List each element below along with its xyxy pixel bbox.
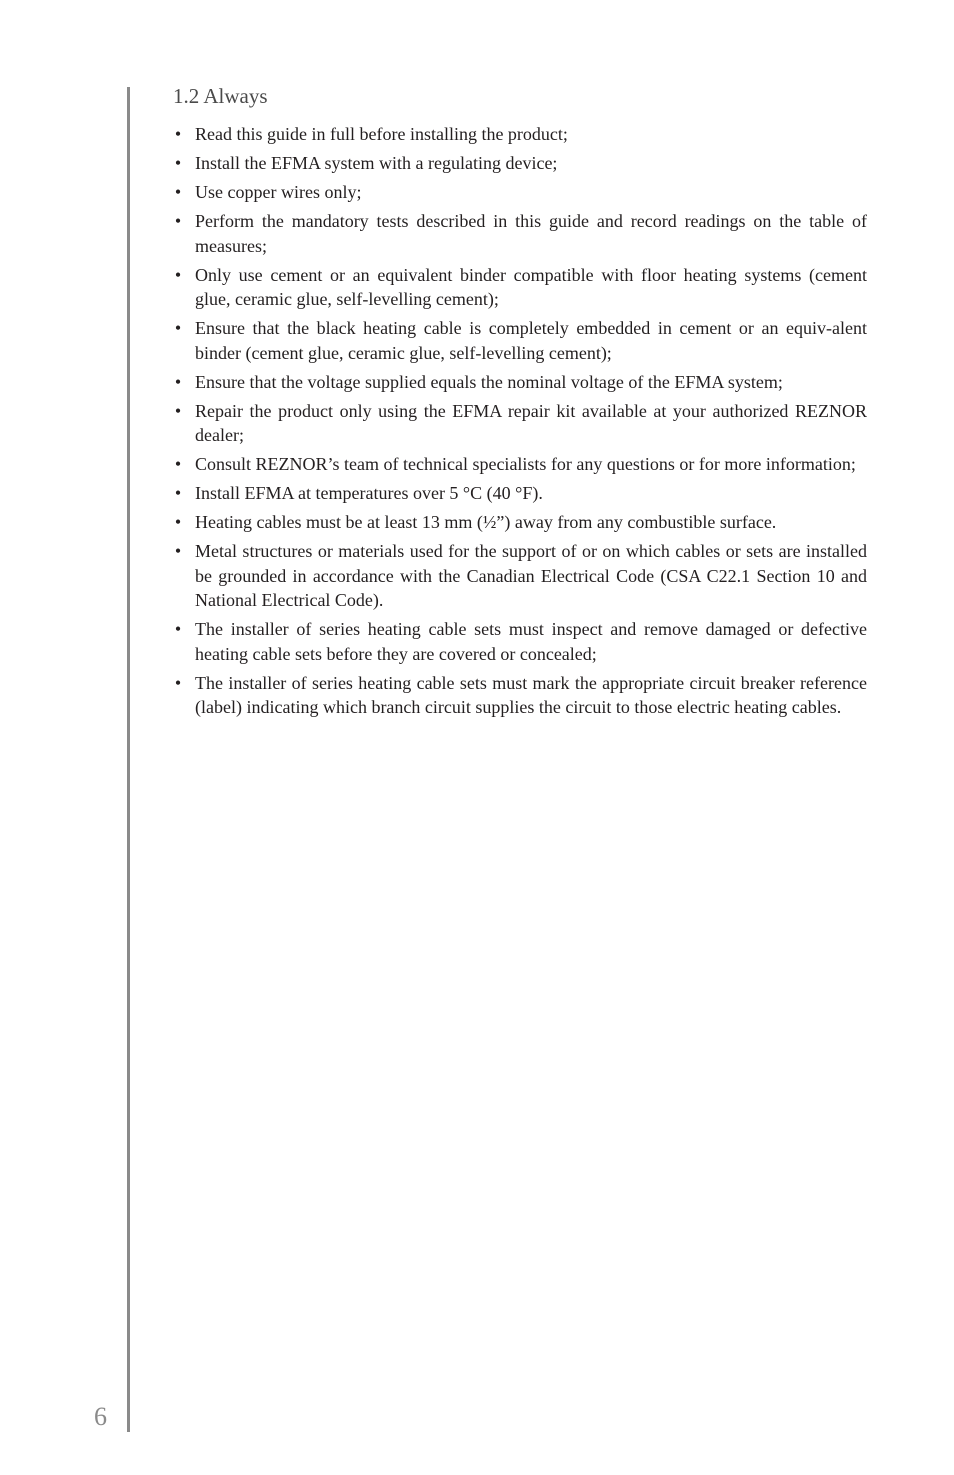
list-item xyxy=(173,370,867,395)
list-item xyxy=(173,399,867,448)
list-item-text: Repair the product only using the EFMA repair kit available at your authorized REZNOR dealer; xyxy=(195,400,867,445)
margin-rule xyxy=(127,87,130,1432)
list-item xyxy=(173,263,867,312)
list-item-text: Only use cement or an equivalent binder compatible with floor heating systems (cement glue, ceramic glue, self-levelling cement); xyxy=(195,264,867,309)
list-item-text: The installer of series heating cable sets must inspect and remove damaged or defective heating cable sets before they are covered or concealed; xyxy=(195,619,867,664)
section-content xyxy=(173,82,867,724)
list-item-text: Ensure that the black heating cable is completely embedded in cement or an equiv-alent binder (cement glue, ceramic glue, self-levelling cement); xyxy=(195,318,867,363)
list-item xyxy=(173,539,867,613)
list-item-text: Perform the mandatory tests described in this guide and record readings on the table of measures; xyxy=(195,211,867,256)
bullet-icon: • xyxy=(174,153,182,173)
list-item xyxy=(173,510,867,535)
bullet-icon: • xyxy=(174,318,182,338)
bullet-icon: • xyxy=(174,483,182,503)
list-item-text: Install the EFMA system with a regulating device; xyxy=(195,153,558,173)
bullet-icon: • xyxy=(174,211,182,231)
list-item xyxy=(173,180,867,205)
list-item-text: Read this guide in full before installing the product; xyxy=(195,124,568,144)
list-item xyxy=(173,151,867,176)
bullet-icon: • xyxy=(174,454,182,474)
page-number: 6 xyxy=(94,1402,107,1431)
bullet-icon: • xyxy=(174,619,182,639)
bullet-icon: • xyxy=(174,124,182,144)
bullet-icon: • xyxy=(174,541,182,561)
section-heading: 1.2 Always xyxy=(173,84,268,108)
list-item-text: Metal structures or materials used for the support of or on which cables or sets are installed be grounded in accordance with the Canadian Electrical Code (CSA C22.1 Section 10 and National Electrical Code). xyxy=(195,541,867,610)
list-item xyxy=(173,452,867,477)
bullet-list xyxy=(173,122,867,720)
list-item-text: The installer of series heating cable sets must mark the appropriate circuit breaker reference (label) indicating which branch circuit supplies the circuit to those electric heating cables. xyxy=(195,672,867,717)
list-item xyxy=(173,481,867,506)
bullet-icon: • xyxy=(174,371,182,392)
list-item-text: Consult REZNOR’s team of technical specialists for any questions or for more information; xyxy=(195,454,856,474)
list-item-text: Install EFMA at temperatures over 5 °C (40 °F). xyxy=(195,483,543,503)
bullet-icon: • xyxy=(174,264,182,285)
bullet-icon: • xyxy=(174,512,182,532)
bullet-icon: • xyxy=(174,400,182,421)
list-item-text: Ensure that the voltage supplied equals the nominal voltage of the EFMA system; xyxy=(195,371,783,392)
list-item xyxy=(173,617,867,666)
list-item xyxy=(173,671,867,720)
bullet-icon: • xyxy=(174,672,182,693)
list-item xyxy=(173,209,867,258)
list-item xyxy=(173,122,867,147)
list-item-text: Use copper wires only; xyxy=(195,182,362,202)
bullet-icon: • xyxy=(174,182,182,202)
list-item xyxy=(173,316,867,365)
list-item-text: Heating cables must be at least 13 mm (½”) away from any combustible surface. xyxy=(195,512,777,532)
